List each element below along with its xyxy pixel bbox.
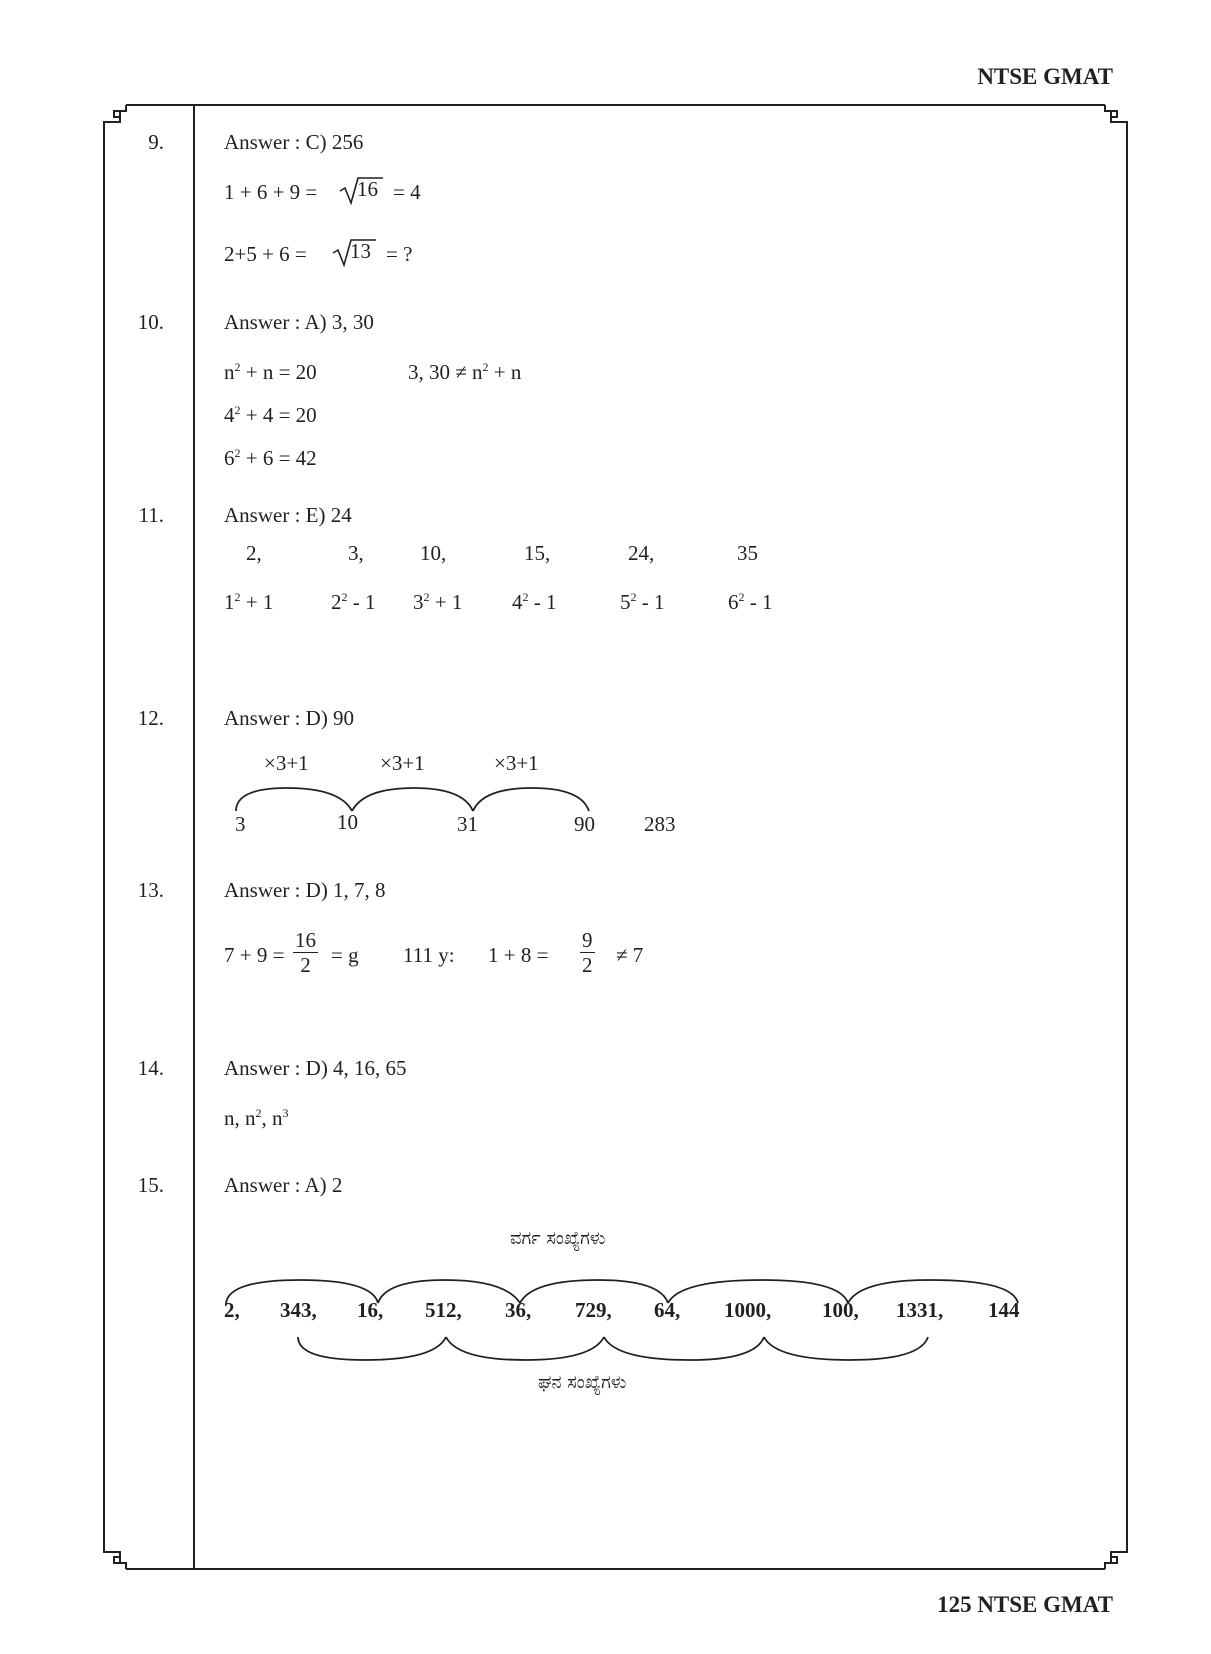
q10-line2: $4^2 + 4 = 20$: [224, 403, 317, 427]
q13-answer: Answer : D) 1, 7, 8: [224, 878, 386, 902]
q11-expr: $3^2 + 1$: [413, 590, 463, 614]
q12-arcs: [236, 788, 589, 811]
q11-term: 2,: [246, 541, 262, 565]
question-number: 14.: [137, 1056, 164, 1080]
q12-op: ×3+1: [380, 751, 425, 775]
q10-line1: $n^2 + n = 20$: [224, 360, 317, 384]
q15-term: 343,: [280, 1298, 317, 1322]
q11-answer: Answer : E) 24: [224, 503, 352, 527]
q10-note: 3, $30 \ne n^2 + n$: [408, 360, 522, 384]
q10-line3: $6^2 + 6 = 42$: [224, 446, 317, 470]
q12-term: 283: [644, 812, 676, 836]
q15-term: 1331,: [896, 1298, 944, 1322]
q14-line: n, $n^2$, $n^3$: [224, 1106, 289, 1130]
page-header: NTSE GMAT: [977, 64, 1113, 89]
q12-term: 10: [337, 810, 358, 834]
q15-answer: Answer : A) 2: [224, 1173, 343, 1197]
question-number: 13.: [137, 878, 164, 902]
q9-line2-rhs: = ?: [386, 242, 413, 266]
question-number: 10.: [137, 310, 164, 334]
q15-term: 1000,: [724, 1298, 772, 1322]
q15-term: 16,: [357, 1298, 384, 1322]
q12-op: ×3+1: [494, 751, 539, 775]
q11-term: 10,: [420, 541, 447, 565]
q9-line2-lhs: 2+5 + 6 =: [224, 242, 307, 266]
page-footer: 125 NTSE GMAT: [937, 1592, 1113, 1617]
q15-cube-numbers-label: ಘನ ಸಂಖ್ಯೆಗಳು: [538, 1372, 627, 1393]
q15-term: 512,: [425, 1298, 462, 1322]
q13-fraction-9-2: [580, 928, 595, 977]
q11-expr: $6^2 - 1$: [728, 590, 773, 614]
q13-sum: 1 + 8 =: [488, 943, 549, 967]
q9-sqrt-13: 13: [350, 239, 371, 263]
q12-op: ×3+1: [264, 751, 309, 775]
fraction-denominator: 2: [582, 953, 593, 977]
q11-term: 35: [737, 541, 758, 565]
question-number: 11.: [138, 503, 164, 527]
q12-term: 3: [235, 812, 246, 836]
q12-term: 31: [457, 812, 478, 836]
q14-answer: Answer : D) 4, 16, 65: [224, 1056, 407, 1080]
q11-term: 15,: [524, 541, 551, 565]
fraction-denominator: 2: [300, 953, 311, 977]
question-number: 9.: [148, 130, 164, 154]
q15-term: 36,: [505, 1298, 532, 1322]
q15-term: 729,: [575, 1298, 612, 1322]
q10-answer: Answer : A) 3, 30: [224, 310, 374, 334]
question-number: 15.: [137, 1173, 164, 1197]
q12-answer: Answer : D) 90: [224, 706, 355, 730]
q13-fraction-16-2: [293, 928, 318, 977]
fraction-numerator: 9: [582, 928, 593, 952]
q12-term: 90: [574, 812, 595, 836]
q11-term: 24,: [628, 541, 655, 565]
q15-bottom-arcs: [298, 1337, 928, 1360]
q11-term: 3,: [348, 541, 364, 565]
question-number: 12.: [137, 706, 164, 730]
q11-expr: $1^2 + 1$: [224, 590, 274, 614]
q13-eq-g: = g: [331, 943, 359, 967]
q13-lhs: 7 + 9 =: [224, 943, 285, 967]
q11-expr: $2^2 - 1$: [331, 590, 376, 614]
q9-line1-rhs: = 4: [393, 180, 421, 204]
fraction-numerator: 16: [295, 928, 316, 952]
q9-sqrt-16: 16: [357, 177, 378, 201]
q9-answer: Answer : C) 256: [224, 130, 364, 154]
q15-term: 2,: [224, 1298, 240, 1322]
q13-not-equal: ≠ 7: [616, 943, 644, 967]
q15-square-numbers-label: ವರ್ಗ ಸಂಖ್ಯೆಗಳು: [510, 1228, 606, 1249]
q11-expr: $4^2 - 1$: [512, 590, 557, 614]
q15-term: 144: [988, 1298, 1020, 1322]
q15-term: 64,: [654, 1298, 681, 1322]
q11-expr: $5^2 - 1$: [620, 590, 665, 614]
q15-term: 100,: [822, 1298, 859, 1322]
q9-line1-lhs: 1 + 6 + 9 =: [224, 180, 318, 204]
q13-111y: 111 y:: [403, 943, 455, 967]
